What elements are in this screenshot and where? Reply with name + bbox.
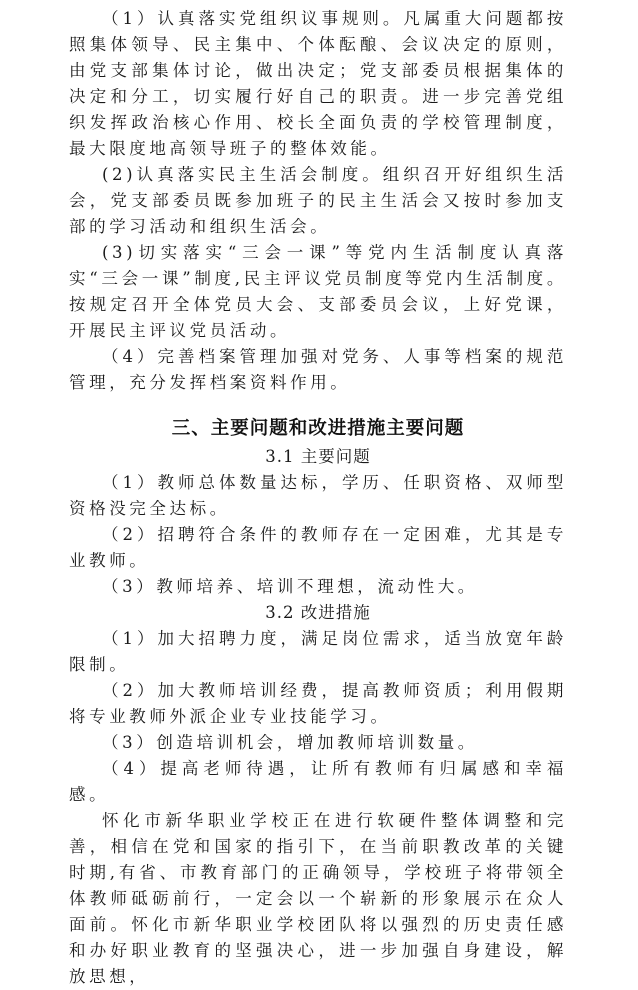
problem-item-2	[69, 522, 567, 574]
subsection-title-measures: 3.2 改进措施	[265, 603, 371, 622]
measure-item-2	[69, 678, 567, 730]
section-heading: 三、主要问题和改进措施主要问题	[171, 418, 465, 439]
problem-item-3	[69, 574, 567, 600]
item-label: （2）	[102, 681, 158, 700]
item-text: 加大教师培训经费，提高教师资质；利用假期将专业教师外派企业专业技能学习。	[69, 681, 567, 726]
problem-item-1	[69, 470, 567, 522]
item-label: (3)	[102, 243, 137, 262]
item-text: 提高老师待遇，让所有教师有归属感和幸福感。	[69, 759, 567, 804]
item-text: 认真落实民主生活会制度。组织召开好组织生活会，党支部委员既参加班子的民主生活会又按时参加支部的学习活动和组织生活会。	[69, 165, 567, 236]
paragraph-party-3	[69, 240, 567, 344]
item-label: （1）	[102, 9, 158, 28]
paragraph-party-4	[69, 344, 567, 396]
item-text: 教师总体数量达标，学历、任职资格、双师型资格没完全达标。	[69, 473, 567, 518]
measure-item-4	[69, 756, 567, 808]
measure-item-3	[69, 730, 567, 756]
item-text: 切实落实“三会一课”等党内生活制度认真落实“三会一课”制度,民主评议党员制度等党内生活制度。按规定召开全体党员大会、支部委员会议，上好党课，开展民主评议党员活动。	[69, 243, 567, 340]
item-label: （2）	[102, 525, 158, 544]
item-label: （1）	[102, 473, 158, 492]
measure-item-1	[69, 626, 567, 678]
item-label: （1）	[102, 629, 158, 648]
item-text: 认真落实党组织议事规则。凡属重大问题都按照集体领导、民主集中、个体酝酿、会议决定的原则，由党支部集体讨论，做出决定；党支部委员根据集体的决定和分工，切实履行好自己的职责。进一步完善党组织发挥政治核心作用、校长全面负责的学校管理制度，最大限度地高领导班子的整体效能。	[69, 9, 567, 158]
document-page	[69, 6, 567, 990]
closing-paragraph: 怀化市新华职业学校正在进行软硬件整体调整和完善，相信在党和国家的指引下，在当前职教改革的关键时期,有省、市教育部门的正确领导，学校班子将带领全体教师砥砺前行，一定会以一个崭新的形象展示在众人面前。怀化市新华职业学校团队将以强烈的历史责任感和办好职业教育的坚强决心，进一步加强自身建设，解放思想，	[69, 811, 567, 986]
item-label: （4）	[102, 347, 158, 366]
item-text: 教师培养、培训不理想，流动性大。	[156, 577, 478, 596]
item-label: （4）	[102, 759, 161, 778]
paragraph-party-2	[69, 162, 567, 240]
subsection-title-problems: 3.1 主要问题	[265, 447, 371, 466]
paragraph-party-1	[69, 6, 567, 162]
item-label: （3）	[102, 577, 157, 596]
item-text: 加大招聘力度，满足岗位需求，适当放宽年龄限制。	[69, 629, 567, 674]
item-label: (2)	[102, 165, 137, 184]
item-label: （3）	[102, 733, 157, 752]
item-text: 创造培训机会，增加教师培训数量。	[156, 733, 478, 752]
item-text: 招聘符合条件的教师存在一定困难，尤其是专业教师。	[69, 525, 567, 570]
item-text: 完善档案管理加强对党务、人事等档案的规范管理，充分发挥档案资料作用。	[69, 347, 567, 392]
